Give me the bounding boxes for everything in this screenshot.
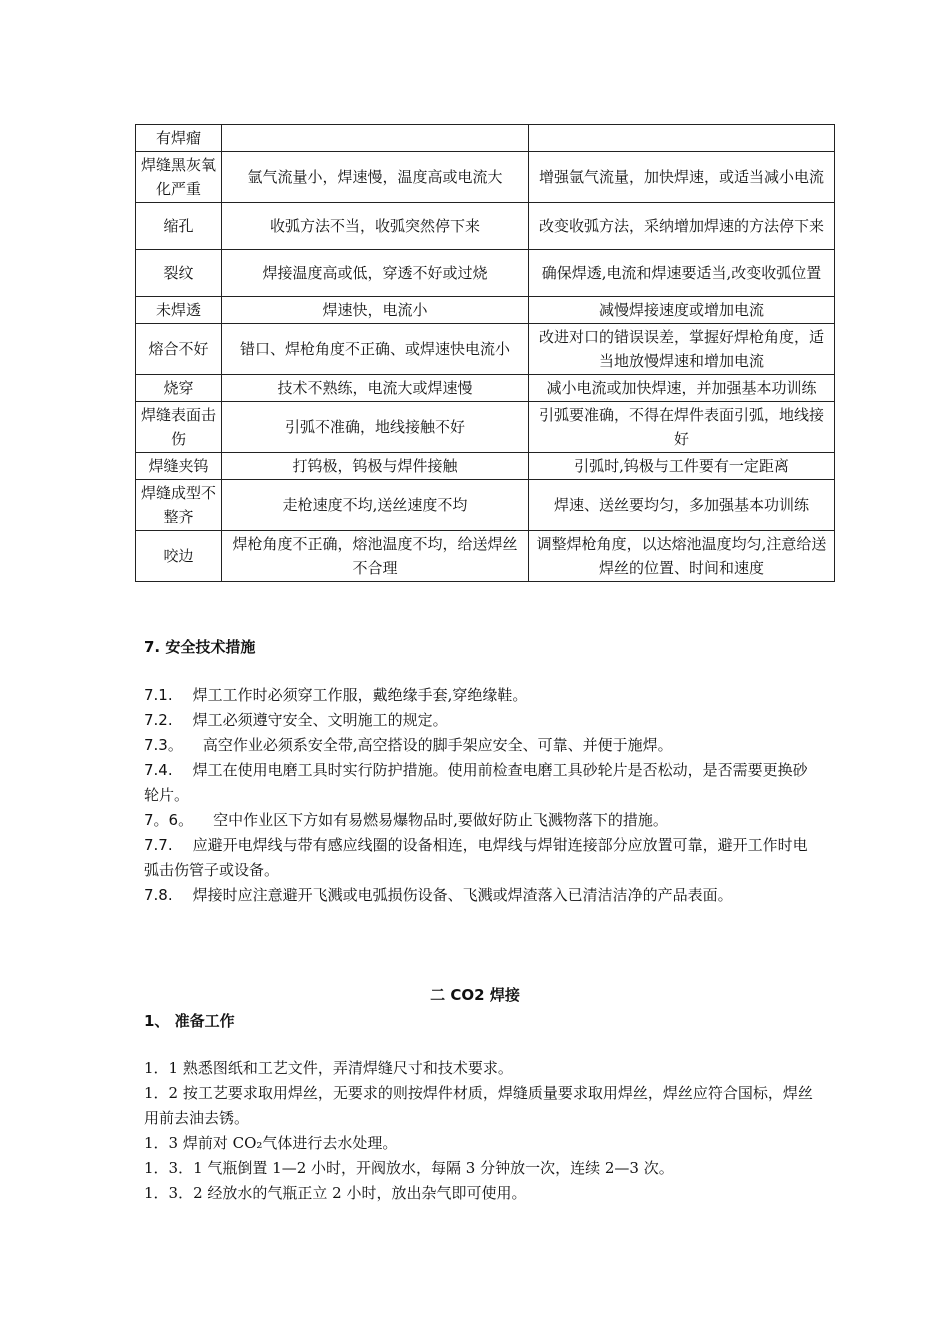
defect-cell: 焊缝黑灰氧化严重 bbox=[136, 152, 222, 203]
table-row bbox=[136, 125, 835, 152]
cause-cell: 打钨极，钨极与焊件接触 bbox=[222, 453, 529, 480]
item-text: 焊工工作时必须穿工作服，戴绝缘手套,穿绝缘鞋。 bbox=[192, 686, 528, 704]
preparation-item: 1．1 熟悉图纸和工艺文件，弄清焊缝尺寸和技术要求。 bbox=[144, 1059, 513, 1077]
preparation-item: 1．3 焊前对 CO₂气体进行去水处理。 bbox=[144, 1134, 398, 1152]
defect-cell: 未焊透 bbox=[136, 297, 222, 324]
item-text: 焊工在使用电磨工具时实行防护措施。使用前检查电磨工具砂轮片是否松动，是否需要更换砂轮片。 bbox=[144, 761, 808, 804]
table-row bbox=[136, 250, 835, 297]
cause-cell: 焊枪角度不正确，熔池温度不均，给送焊丝不合理 bbox=[222, 531, 529, 582]
preparation-title: 1、 准备工作 bbox=[144, 1012, 235, 1030]
part-2-title: 二 CO2 焊接 bbox=[430, 986, 520, 1004]
cause-cell bbox=[222, 125, 529, 152]
defect-cell: 缩孔 bbox=[136, 203, 222, 250]
safety-item bbox=[144, 708, 814, 733]
table-row bbox=[136, 531, 835, 582]
item-text: 空中作业区下方如有易燃易爆物品时,要做好防止飞溅物落下的措施。 bbox=[213, 811, 668, 829]
item-text: 焊接时应注意避开飞溅或电弧损伤设备、飞溅或焊渣落入已清洁洁净的产品表面。 bbox=[192, 886, 733, 904]
remedy-cell: 减慢焊接速度或增加电流 bbox=[529, 297, 835, 324]
table-row bbox=[136, 324, 835, 375]
remedy-cell: 引弧时,钨极与工件要有一定距离 bbox=[529, 453, 835, 480]
remedy-cell: 减小电流或加快焊速，并加强基本功训练 bbox=[529, 375, 835, 402]
defect-cell: 焊缝成型不整齐 bbox=[136, 480, 222, 531]
section-7-title: 7. 安全技术措施 bbox=[144, 638, 256, 656]
safety-item bbox=[144, 758, 814, 808]
defect-cell: 有焊瘤 bbox=[136, 125, 222, 152]
remedy-cell: 增强氩气流量，加快焊速，或适当减小电流 bbox=[529, 152, 835, 203]
preparation-item: 1．3．2 经放水的气瓶正立 2 小时，放出杂气即可使用。 bbox=[144, 1184, 527, 1202]
safety-item bbox=[144, 808, 814, 833]
defect-cell: 烧穿 bbox=[136, 375, 222, 402]
safety-item bbox=[144, 733, 814, 758]
item-number: 7.8. bbox=[144, 886, 173, 904]
item-number: 7。6。 bbox=[144, 811, 194, 829]
safety-item bbox=[144, 883, 814, 908]
table-row bbox=[136, 480, 835, 531]
table-row bbox=[136, 203, 835, 250]
remedy-cell: 调整焊枪角度，以达熔池温度均匀,注意给送焊丝的位置、时间和速度 bbox=[529, 531, 835, 582]
cause-cell: 氩气流量小，焊速慢，温度高或电流大 bbox=[222, 152, 529, 203]
remedy-cell bbox=[529, 125, 835, 152]
item-number: 7.1. bbox=[144, 686, 173, 704]
item-number: 7.7. bbox=[144, 836, 173, 854]
cause-cell: 技术不熟练，电流大或焊速慢 bbox=[222, 375, 529, 402]
cause-cell: 焊速快，电流小 bbox=[222, 297, 529, 324]
defect-cell: 焊缝夹钨 bbox=[136, 453, 222, 480]
item-number: 7.3。 bbox=[144, 736, 183, 754]
table-row bbox=[136, 297, 835, 324]
cause-cell: 走枪速度不均,送丝速度不均 bbox=[222, 480, 529, 531]
item-text: 高空作业必须系安全带,高空搭设的脚手架应安全、可靠、并便于施焊。 bbox=[202, 736, 673, 754]
cause-cell: 焊接温度高或低，穿透不好或过烧 bbox=[222, 250, 529, 297]
remedy-cell: 确保焊透,电流和焊速要适当,改变收弧位置 bbox=[529, 250, 835, 297]
cause-cell: 错口、焊枪角度不正确、或焊速快电流小 bbox=[222, 324, 529, 375]
table-row bbox=[136, 152, 835, 203]
safety-item bbox=[144, 833, 814, 883]
preparation-item: 1．3．1 气瓶倒置 1—2 小时，开阀放水，每隔 3 分钟放一次，连续 2—3 次。 bbox=[144, 1159, 674, 1177]
welding-defects-table bbox=[135, 124, 835, 582]
defect-cell: 裂纹 bbox=[136, 250, 222, 297]
table-row bbox=[136, 375, 835, 402]
remedy-cell: 焊速、送丝要均匀，多加强基本功训练 bbox=[529, 480, 835, 531]
table-row bbox=[136, 402, 835, 453]
safety-item bbox=[144, 683, 814, 708]
cause-cell: 引弧不准确，地线接触不好 bbox=[222, 402, 529, 453]
defect-cell: 焊缝表面击伤 bbox=[136, 402, 222, 453]
preparation-item: 1．2 按工艺要求取用焊丝，无要求的则按焊件材质，焊缝质量要求取用焊丝，焊丝应符合国标，焊丝用前去油去锈。 bbox=[144, 1084, 813, 1127]
remedy-cell: 改变收弧方法，采纳增加焊速的方法停下来 bbox=[529, 203, 835, 250]
remedy-cell: 改进对口的错误误差，掌握好焊枪角度，适当地放慢焊速和增加电流 bbox=[529, 324, 835, 375]
item-text: 应避开电焊线与带有感应线圈的设备相连，电焊线与焊钳连接部分应放置可靠，避开工作时电弧击伤管子或设备。 bbox=[144, 836, 808, 879]
remedy-cell: 引弧要准确，不得在焊件表面引弧，地线接好 bbox=[529, 402, 835, 453]
item-number: 7.4. bbox=[144, 761, 173, 779]
item-text: 焊工必须遵守安全、文明施工的规定。 bbox=[192, 711, 448, 729]
table-row bbox=[136, 453, 835, 480]
defect-cell: 熔合不好 bbox=[136, 324, 222, 375]
defect-cell: 咬边 bbox=[136, 531, 222, 582]
item-number: 7.2. bbox=[144, 711, 173, 729]
cause-cell: 收弧方法不当，收弧突然停下来 bbox=[222, 203, 529, 250]
